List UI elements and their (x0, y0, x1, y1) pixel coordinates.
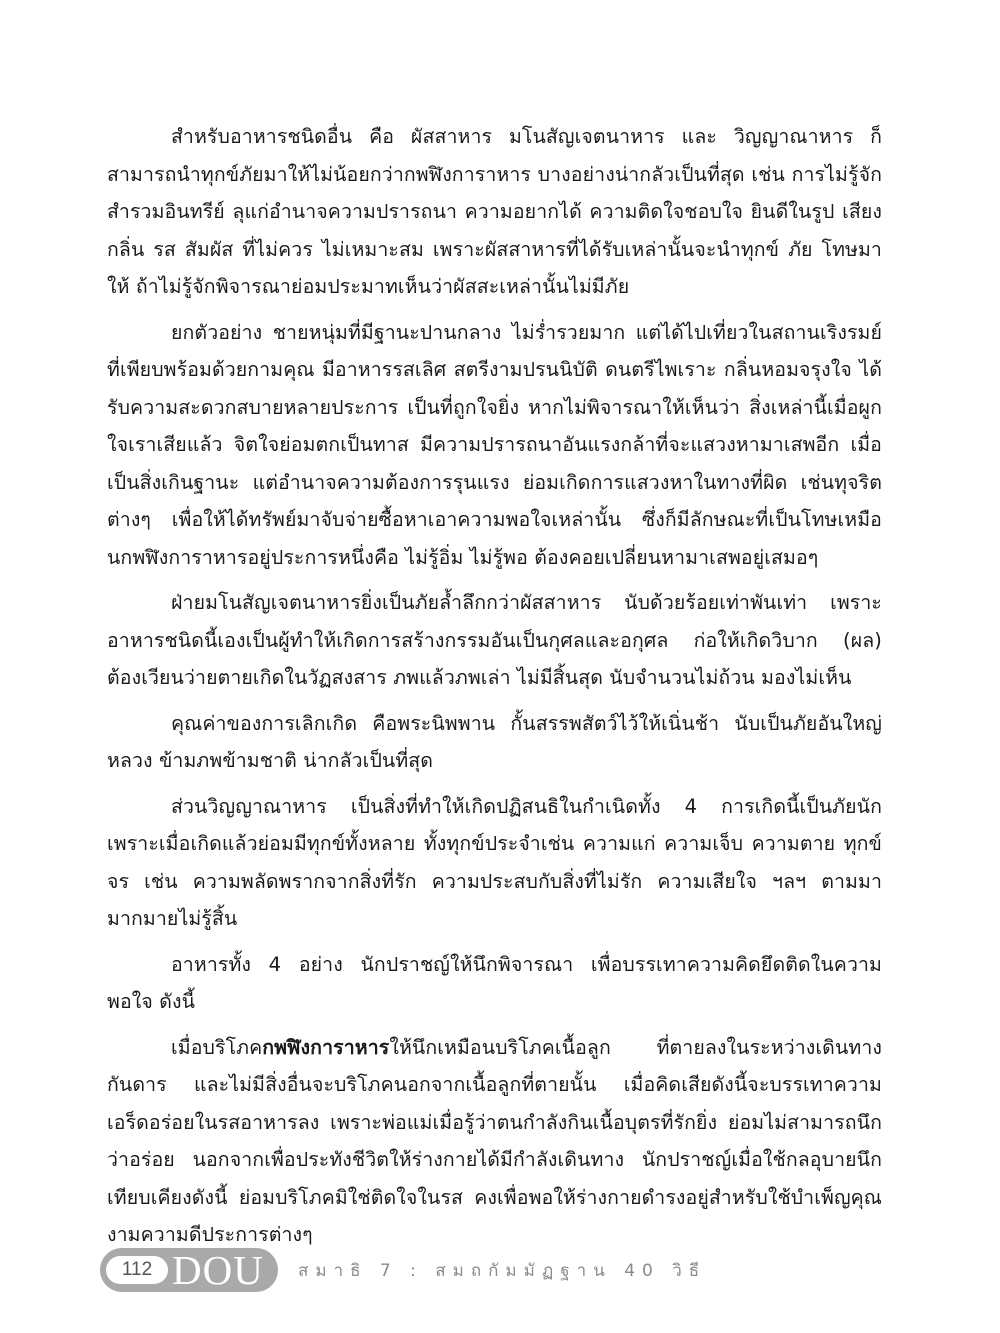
paragraph: ส่วนวิญญาณาหาร เป็นสิ่งที่ทำให้เกิดปฏิสนธิในกำเนิดทั้ง 4 การเกิดนี้เป็นภัยนัก เพราะเมื่อเกิดแล้วย่อมมีทุกข์ทั้งหลาย ทั้งทุกข์ประจำเช่น ความแก่ ความเจ็บ ความตาย ทุกข์จร เช่น ความพลัดพรากจากสิ่งที่รัก ความประสบกับสิ่งที่ไม่รัก ความเสียใจ ฯลฯ ตามมามากมายไม่รู้สิ้น (107, 794, 882, 930)
paragraph: คุณค่าของการเลิกเกิด คือพระนิพพาน กั้นสรรพสัตว์ไว้ให้เนิ่นช้า นับเป็นภัยอันใหญ่หลวง ข้ามภพข้ามชาติ น่ากลัวเป็นที่สุด (107, 711, 882, 772)
footer-badge (100, 1248, 278, 1292)
paragraph-rest: ให้นึกเหมือนบริโภคเนื้อลูก ที่ตายลงในระหว่างเดินทางกันดาร และไม่มีสิ่งอื่นจะบริโภคนอกจากเนื้อลูกที่ตายนั้น เมื่อคิดเสียดังนี้จะบรรเทาความเอร็ดอร่อยในรสอาหารลง เพราะพ่อแม่เมื่อรู้ว่าตนกำลังกินเนื้อบุตรที่รักยิ่ง ย่อมไม่สามารถนึกว่าอร่อย นอกจากเพื่อประทังชีวิตให้ร่างกายได้มีกำลังเดินทาง นักปราชญ์เมื่อใช้กลอุบายนึกเทียบเคียงดังนี้ ย่อมบริโภคมิใช่ติดใจในรส คงเพื่อพอให้ร่างกายดำรงอยู่สำหรับใช้บำเพ็ญคุณงามความดีประการต่างๆ (107, 1035, 882, 1246)
book-title: สมาธิ 7 : สมถกัมมัฏฐาน 40 วิธี (298, 1261, 707, 1281)
page-number: 112 (106, 1256, 168, 1284)
paragraph: ฝ่ายมโนสัญเจตนาหารยิ่งเป็นภัยล้ำลึกกว่าผัสสาหาร นับด้วยร้อยเท่าพันเท่า เพราะอาหารชนิดนี้เองเป็นผู้ทำให้เกิดการสร้างกรรมอันเป็นกุศลและอกุศล ก่อให้เกิดวิบาก (ผล) ต้องเวียนว่ายตายเกิดในวัฏสงสาร ภพแล้วภพเล่า ไม่มีสิ้นสุด นับจำนวนไม่ถ้วน มองไม่เห็น (107, 591, 882, 689)
paragraph-with-bold-term (107, 1029, 882, 1254)
paragraph-lead: เมื่อบริโภค (171, 1035, 263, 1059)
bold-term: กพฬิงการาหาร (262, 1035, 390, 1059)
page-footer (100, 1248, 900, 1296)
brand-logo: DOU (172, 1247, 264, 1293)
paragraph: สำหรับอาหารชนิดอื่น คือ ผัสสาหาร มโนสัญเจตนาหาร และ วิญญาณาหาร ก็สามารถนำทุกข์ภัยมาให้ไม่น้อยกว่ากพฬิงการาหาร บางอย่างน่ากลัวเป็นที่สุด เช่น การไม่รู้จัก สำรวมอินทรีย์ ลุแก่อำนาจความปรารถนา ความอยากได้ ความติดใจชอบใจ ยินดีในรูป เสียง กลิ่น รส สัมผัส ที่ไม่ควร ไม่เหมาะสม เพราะผัสสาหารที่ได้รับเหล่านั้นจะนำทุกข์ ภัย โทษมาให้ ถ้าไม่รู้จักพิจารณาย่อมประมาทเห็นว่าผัสสะเหล่านั้นไม่มีภัย (107, 125, 882, 298)
paragraph: ยกตัวอย่าง ชายหนุ่มที่มีฐานะปานกลาง ไม่ร่ำรวยมาก แต่ได้ไปเที่ยวในสถานเริงรมย์ที่เพียบพร้อมด้วยกามคุณ มีอาหารรสเลิศ สตรีงามปรนนิบัติ ดนตรีไพเราะ กลิ่นหอมจรุงใจ ได้รับความสะดวกสบายหลายประการ เป็นที่ถูกใจยิ่ง หากไม่พิจารณาให้เห็นว่า สิ่งเหล่านี้เมื่อผูกใจเราเสียแล้ว จิตใจย่อมตกเป็นทาส มีความปรารถนาอันแรงกล้าที่จะแสวงหามาเสพอีก เมื่อเป็นสิ่งเกินฐานะ แต่อำนาจความต้องการรุนแรง ย่อมเกิดการแสวงหาในทางที่ผิด เช่นทุจริตต่างๆ เพื่อให้ได้ทรัพย์มาจับจ่ายซื้อหาเอาความพอใจเหล่านั้น ซึ่งก็มีลักษณะที่เป็นโทษเหมือนกพฬิงการาหารอยู่ประการหนึ่งคือ ไม่รู้อิ่ม ไม่รู้พอ ต้องคอยเปลี่ยนหามาเสพอยู่เสมอๆ (107, 320, 882, 569)
body-text (107, 118, 882, 1262)
paragraph: อาหารทั้ง 4 อย่าง นักปราชญ์ให้นึกพิจารณา เพื่อบรรเทาความคิดยึดติดในความพอใจ ดังนี้ (107, 952, 882, 1013)
